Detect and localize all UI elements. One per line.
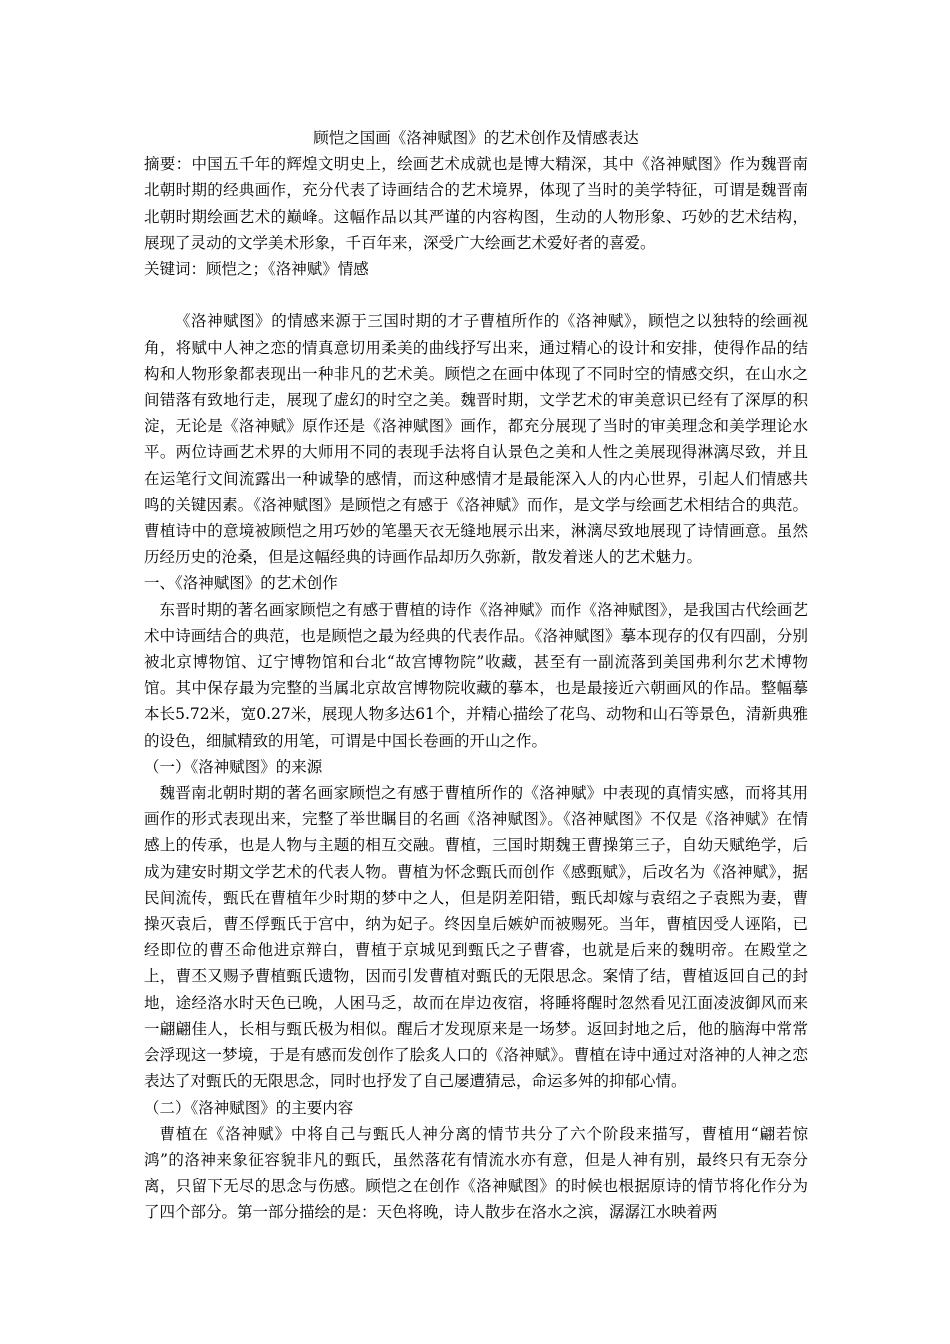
abstract: 摘要：中国五千年的辉煌文明史上，绘画艺术成就也是博大精深，其中《洛神赋图》作为魏晋南北朝时期的经典画作，充分代表了诗画结合的艺术境界，体现了当时的美学特征，可谓是魏晋南北朝时期绘画艺术的巅峰。这幅作品以其严谨的内容构图，生动的人物形象、巧妙的艺术结构，展现了灵动的文学美术形象，千百年来，深受广大绘画艺术爱好者的喜爱。 [144,155,808,252]
blank-line [144,282,808,308]
section-heading-1: 一、《洛神赋图》的艺术创作 [144,574,338,593]
subsection1-paragraph: 魏晋南北朝时期的著名画家顾恺之有感于曹植所作的《洛神赋》中表现的真情实感，而将其用画作的形式表现出来，完整了举世瞩目的名画《洛神赋图》。《洛神赋图》不仅是《洛神赋》在情感上的传承，也是人物与主题的相互交融。曹植，三国时期魏王曹操第三子，自幼天赋绝学，后成为建安时期文学艺术的代表人物。曹植为怀念甄氏而创作《感甄赋》，后改名为《洛神赋》，据民间流传，甄氏在曹植年少时期的梦中之人，但是阴差阳错，甄氏却嫁与袁绍之子袁熙为妻，曹操灭袁后，曹丕俘甄氏于宫中，纳为妃子。终因皇后嫉妒而被赐死。当年，曹植因受人诬陷，已经即位的曹丕命他进京辩白，曹植于京城见到甄氏之子曹睿，也就是后来的魏明帝。在殿堂之上，曹丕又赐予曹植甄氏遗物，因而引发曹植对甄氏的无限思念。案情了结，曹植返回自己的封地，途经洛水时天色已晚，人困马乏，故而在岸边夜宿，将睡将醒时忽然看见江面凌波御风而来一翩翩佳人，长相与甄氏极为相似。醒后才发现原来是一场梦。返回封地之后，他的脑海中常常会浮现这一梦境，于是有感而发创作了脍炙人口的《洛神赋》。曹植在诗中通过对洛神的人神之恋表达了对甄氏的无限思念，同时也抒发了自己屡遭猜忌，命运多舛的抑郁心情。 [144,784,808,1091]
subsection2-paragraph: 曹植在《洛神赋》中将自己与甄氏人神分离的情节共分了六个阶段来描写，曹植用“翩若惊鸿”的洛神来象征容貌非凡的甄氏，虽然落花有情流水亦有意，但是人神有别，最终只有无奈分离，只留下无尽的思念与伤感。顾恺之在创作《洛神赋图》的时候也根据原诗的情节将化作分为了四个部分。第一部分描绘的是：天色将晚，诗人散步在洛水之滨，潺潺江水映着两 [144,1124,808,1222]
subsection-heading-2: （二）《洛神赋图》的主要内容 [144,1098,354,1117]
intro-paragraph: 《洛神赋图》的情感来源于三国时期的才子曹植所作的《洛神赋》，顾恺之以独特的绘画视角，将赋中人神之恋的情真意切用柔美的曲线抒写出来，通过精心的设计和安排，使得作品的结构和人物形象都表现出一种非凡的艺术美。顾恺之在画中体现了不同时空的情感交织，在山水之间错落有致地行走，展现了虚幻的时空之美。魏晋时期，文学艺术的审美意识已经有了深厚的积淀，无论是《洛神赋》原作还是《洛神赋图》画作，都充分展现了当时的审美理念和美学理论水平。两位诗画艺术界的大师用不同的表现手法将自认景色之美和人性之美展现得淋漓尽致，并且在运笔行文间流露出一种诚挚的感情，而这种感情才是最能深入人的内心世界，引起人们情感共鸣的关键因素。《洛神赋图》是顾恺之有感于《洛神赋》而作，是文学与绘画艺术相结合的典范。曹植诗中的意境被顾恺之用巧妙的笔墨天衣无缝地展示出来，淋漓尽致地展现了诗情画意。虽然历经历史的沧桑，但是这幅经典的诗画作品却历久弥新，散发着迷人的艺术魅力。 [144,312,808,567]
keywords: 关键词：顾恺之；《洛神赋》情感 [144,260,369,279]
document-title: 顾恺之国画《洛神赋图》的艺术创作及情感表达 [313,129,639,147]
section1-paragraph: 东晋时期的著名画家顾恺之有感于曹植的诗作《洛神赋》而作《洛神赋图》，是我国古代绘画艺术中诗画结合的典范，也是顾恺之最为经典的代表作品。《洛神赋图》摹本现存的仅有四副，分别被北京博物馆、辽宁博物馆和台北“故宫博物院”收藏，甚至有一副流落到美国弗利尔艺术博物馆。其中保存最为完整的当属北京故宫博物院收藏的摹本，也是最接近六朝画风的作品。整幅摹本长5.72米，宽0.27米，展现人物多达61个，并精心描绘了花鸟、动物和山石等景色，清新典雅的设色，细腻精致的用笔，可谓是中国长卷画的开山之作。 [144,600,808,750]
subsection-heading-1: （一）《洛神赋图》的来源 [144,757,323,776]
document-page [144,125,808,1226]
